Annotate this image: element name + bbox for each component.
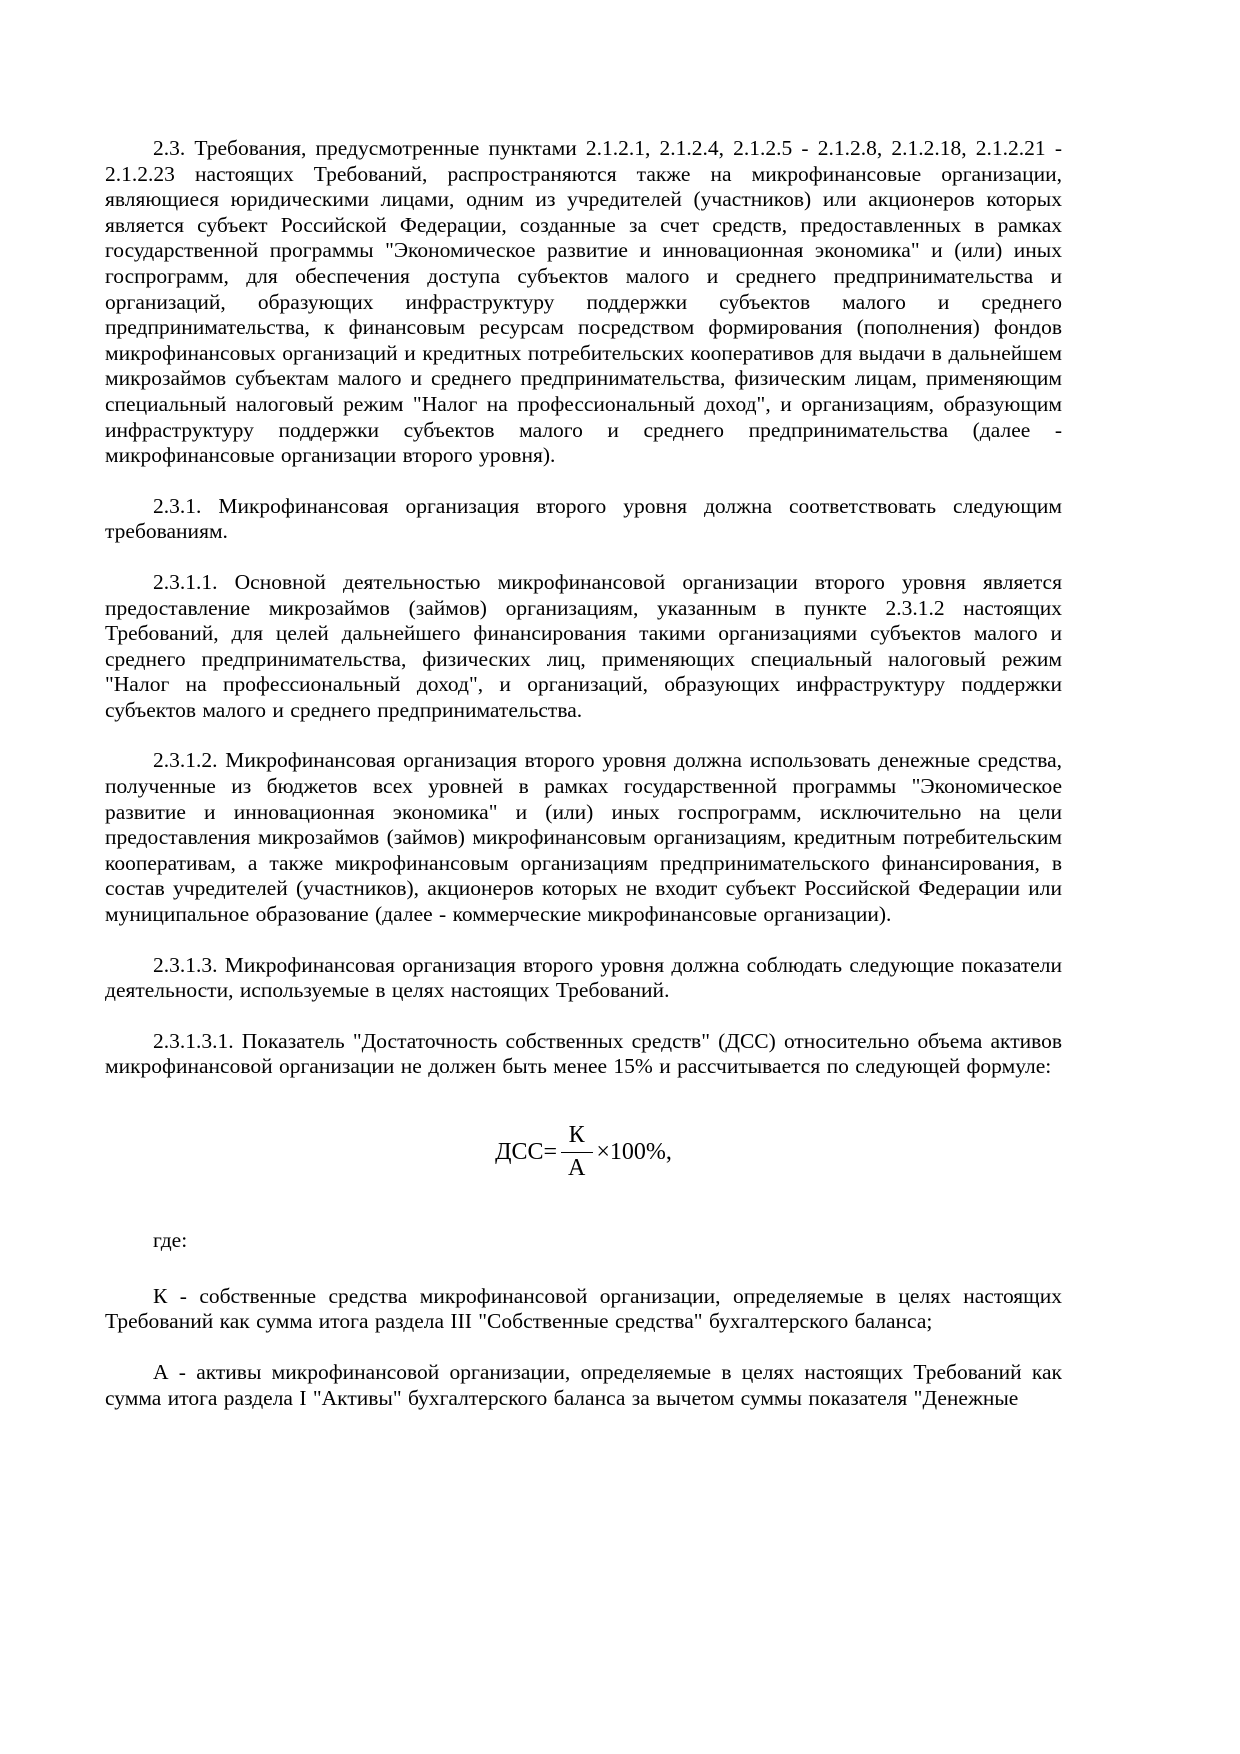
- formula-fraction: [560, 1122, 593, 1182]
- formula-dss: [105, 1122, 1062, 1182]
- paragraph-2-3-1-3-1: 2.3.1.3.1. Показатель "Достаточность собственных средств" (ДСС) относительно объема активов микрофинансовой организации не должен быть менее 15% и рассчитывается по следующей формуле:: [105, 1028, 1062, 1079]
- formula-denominator: А: [568, 1154, 586, 1181]
- formula-suffix: ×100%,: [596, 1138, 672, 1165]
- where-label: где:: [153, 1228, 188, 1253]
- paragraph-2-3-1: 2.3.1. Микрофинансовая организация второго уровня должна соответствовать следующим требованиям.: [105, 493, 1062, 544]
- definition-a: А - активы микрофинансовой организации, определяемые в целях настоящих Требований как сумма итога раздела I "Активы" бухгалтерского баланса за вычетом суммы показателя "Денежные: [105, 1359, 1062, 1410]
- paragraph-2-3-1-3: 2.3.1.3. Микрофинансовая организация второго уровня должна соблюдать следующие показатели деятельности, используемые в целях настоящих Требований.: [105, 952, 1062, 1003]
- paragraph-2-3-1-2: 2.3.1.2. Микрофинансовая организация второго уровня должна использовать денежные средства, полученные из бюджетов всех уровней в рамках государственной программы "Экономическое развитие и инновационная экономика" и (или) иных госпрограмм, исключительно на цели предоставления микрозаймов (займов) микрофинансовым организациям, кредитным потребительским кооперативам, а также микрофинансовым организациям предпринимательского финансирования, в состав учредителей (участников), акционеров которых не входит субъект Российской Федерации или муниципальное образование (далее - коммерческие микрофинансовые организации).: [105, 748, 1062, 927]
- formula-lhs: ДСС=: [495, 1138, 558, 1165]
- definition-k: К - собственные средства микрофинансовой организации, определяемые в целях настоящих Требований как сумма итога раздела III "Собственные средства" бухгалтерского баланса;: [105, 1283, 1062, 1334]
- paragraph-2-3: 2.3. Требования, предусмотренные пунктами 2.1.2.1, 2.1.2.4, 2.1.2.5 - 2.1.2.8, 2.1.2.18, 2.1.2.21 - 2.1.2.23 настоящих Требований, распространяются также на микрофинансовые организации, являющиеся юридическими лицами, одним из учредителей (участников) или акционеров которых является субъект Российской Федерации, созданные за счет средств, предоставленных в рамках государственной программы "Экономическое развитие и инновационная экономика" и (или) иных госпрограмм, для обеспечения доступа субъектов малого и среднего предпринимательства и организаций, образующих инфраструктуру поддержки субъектов малого и среднего предпринимательства, к финансовым ресурсам посредством формирования (пополнения) фондов микрофинансовых организаций и кредитных потребительских кооперативов для выдачи в дальнейшем микрозаймов субъектам малого и среднего предпринимательства, физическим лицам, применяющим специальный налоговый режим "Налог на профессиональный доход", и организациям, образующим инфраструктуру поддержки субъектов малого и среднего предпринимательства (далее - микрофинансовые организации второго уровня).: [105, 136, 1062, 468]
- paragraph-2-3-1-1: 2.3.1.1. Основной деятельностью микрофинансовой организации второго уровня является предоставление микрозаймов (займов) организациям, указанным в пункте 2.3.1.2 настоящих Требований, для целей дальнейшего финансирования такими организациями субъектов малого и среднего предпринимательства, физических лиц, применяющих специальный налоговый режим "Налог на профессиональный доход", и организаций, образующих инфраструктуру поддержки субъектов малого и среднего предпринимательства.: [105, 569, 1062, 722]
- formula-numerator: К: [561, 1122, 593, 1153]
